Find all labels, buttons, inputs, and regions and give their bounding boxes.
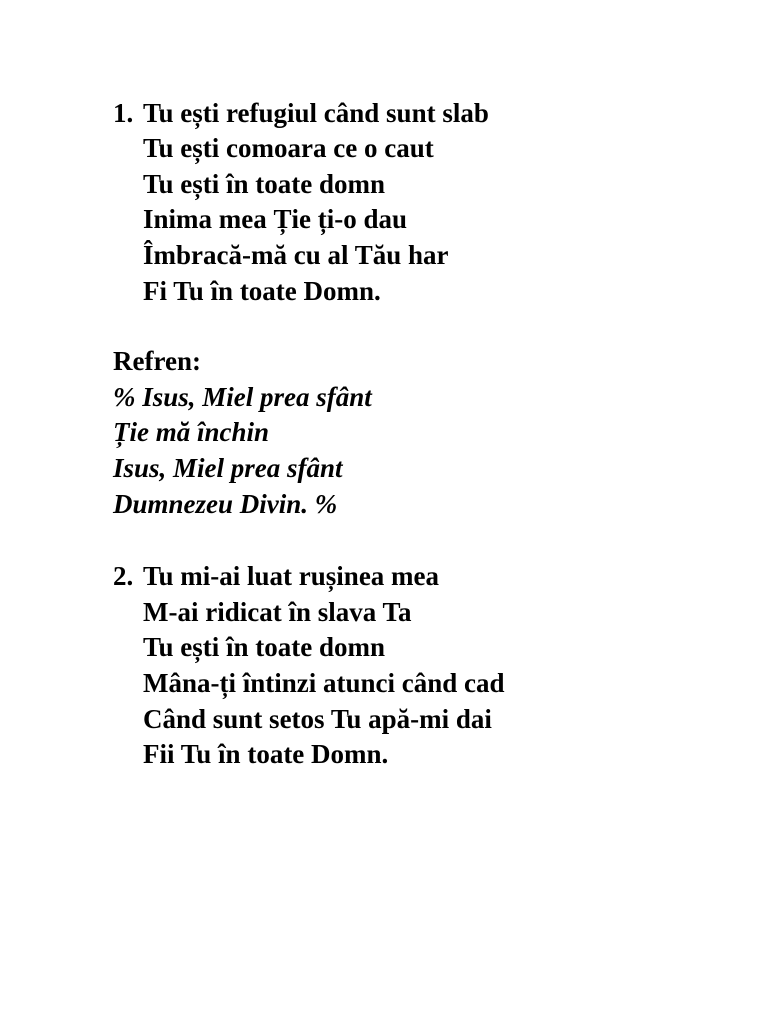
chorus-line-4: Dumnezeu Divin. %: [113, 489, 338, 519]
verse-2-line-4: Mâna-ți întinzi atunci când cad: [143, 668, 505, 698]
chorus-line-1: % Isus, Miel prea sfânt: [113, 382, 372, 412]
verse-2-line-1: Tu mi-ai luat rușinea mea: [143, 561, 440, 591]
chorus-line-3: Isus, Miel prea sfânt: [113, 453, 343, 483]
verse-2-number: 2.: [113, 561, 134, 591]
verse-1-line-1: Tu ești refugiul când sunt slab: [143, 98, 489, 128]
verse-2-line-3: Tu ești în toate domn: [143, 632, 386, 662]
verse-1-number: 1.: [113, 98, 134, 128]
verse-2-line-6: Fii Tu în toate Domn.: [143, 739, 389, 769]
verse-2-line-5: Când sunt setos Tu apă-mi dai: [143, 704, 492, 734]
verse-2-line-2: M-ai ridicat în slava Ta: [143, 597, 412, 627]
verse-1-line-2: Tu ești comoara ce o caut: [143, 133, 434, 163]
verse-1-line-3: Tu ești în toate domn: [143, 169, 386, 199]
verse-1-line-5: Îmbracă-mă cu al Tău har: [143, 240, 449, 270]
verse-1-line-6: Fi Tu în toate Domn.: [143, 276, 381, 306]
verse-1-line-4: Inima mea Ție ți-o dau: [143, 204, 408, 234]
chorus-line-2: Ție mă închin: [113, 417, 270, 447]
chorus-heading: Refren:: [113, 346, 201, 376]
